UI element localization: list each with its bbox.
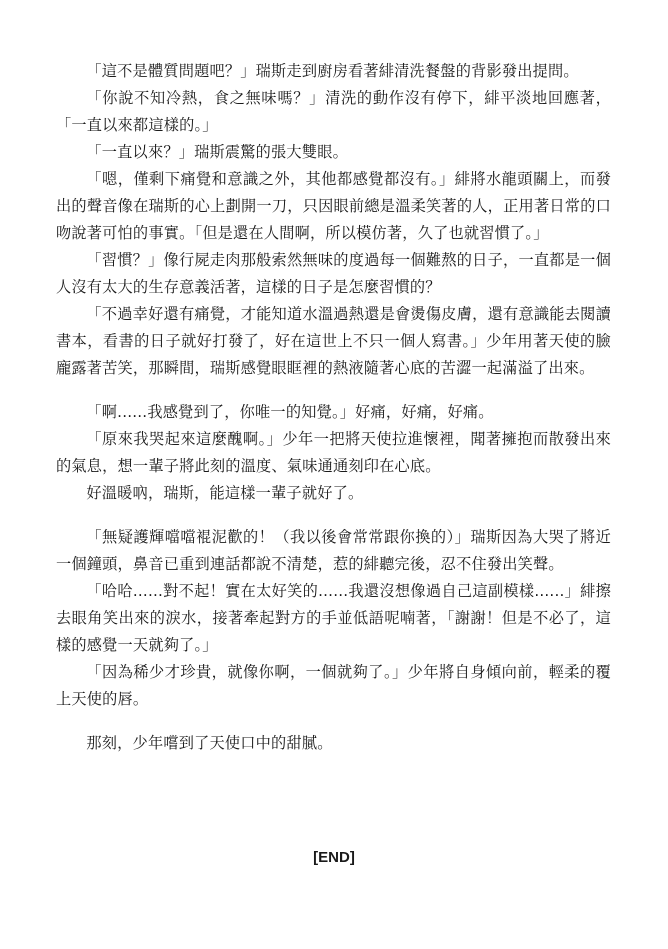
paragraph-ending: 那刻，少年嚐到了天使口中的甜膩。 <box>86 734 333 752</box>
paragraph-crying: 「無疑護輝噹噹裩泥歡的！（我以後會常常跟你換的）」瑞斯因為大哭了將近一個鐘頭，鼻音已重到連話都說不清楚，惹的緋聽完後，忍不住發出笑聲。 <box>56 528 611 573</box>
paragraph-feeling: 「啊......我感覺到了，你唯一的知覺。」好痛，好痛，好痛。 <box>86 403 494 421</box>
section-gap <box>56 382 611 399</box>
paragraph-kiss: 「因為稀少才珍貴，就像你啊，一個就夠了。」少年將自身傾向前，輕柔的覆上天使的唇。 <box>56 663 611 708</box>
paragraph-reply: 「你說不知冷熱，食之無味嗎？」清洗的動作沒有停下，緋平淡地回應著，「一直以來都這樣的。」 <box>56 89 611 134</box>
section-gap <box>56 713 611 730</box>
paragraph-laugh: 「哈哈......對不起！實在太好笑的......我還沒想像過自己這副模樣......」緋擦去眼角笑出來的淚水，接著牽起對方的手並低語呢喃著，「謝謝！但是不必了，這樣的感覺一天就夠了。」 <box>56 582 611 654</box>
paragraph-warmth: 好溫暖吶，瑞斯，能這樣一輩子就好了。 <box>86 484 364 502</box>
paragraph-shock: 「一直以來？」瑞斯震驚的張大雙眼。 <box>86 143 348 161</box>
paragraph-pain: 「不過幸好還有痛覺，才能知道水溫過熱還是會燙傷皮膚，還有意識能去閱讀書本，看書的日子就好打發了，好在這世上不只一個人寫書。」少年用著天使的臉龐露著苦笑，那瞬間，瑞斯感覺眼眶裡的熱液隨著心底的苦澀一起滿溢了出來。 <box>56 305 611 377</box>
document-body <box>56 58 611 757</box>
paragraph-embrace: 「原來我哭起來這麼醜啊。」少年一把將天使拉進懷裡，聞著擁抱而散發出來的氣息，想一輩子將此刻的溫度、氣味通通刻印在心底。 <box>56 430 611 475</box>
paragraph-habit: 「習慣？」像行屍走肉那般索然無味的度過每一個難熬的日子，一直都是一個人沒有太大的生存意義活著，這樣的日子是怎麼習慣的？ <box>56 251 611 296</box>
end-mark: [END] <box>313 849 355 866</box>
paragraph-question: 「這不是體質問題吧？」瑞斯走到廚房看著緋清洗餐盤的背影發出提問。 <box>86 62 579 80</box>
section-gap <box>56 507 611 524</box>
paragraph-confession: 「嗯，僅剩下痛覺和意識之外，其他都感覺都沒有。」緋將水龍頭關上，而發出的聲音像在瑞斯的心上劃開一刀，只因眼前總是溫柔笑著的人，正用著日常的口吻說著可怕的事實。「但是還在人間啊，所以模仿著，久了也就習慣了。」 <box>56 170 611 242</box>
